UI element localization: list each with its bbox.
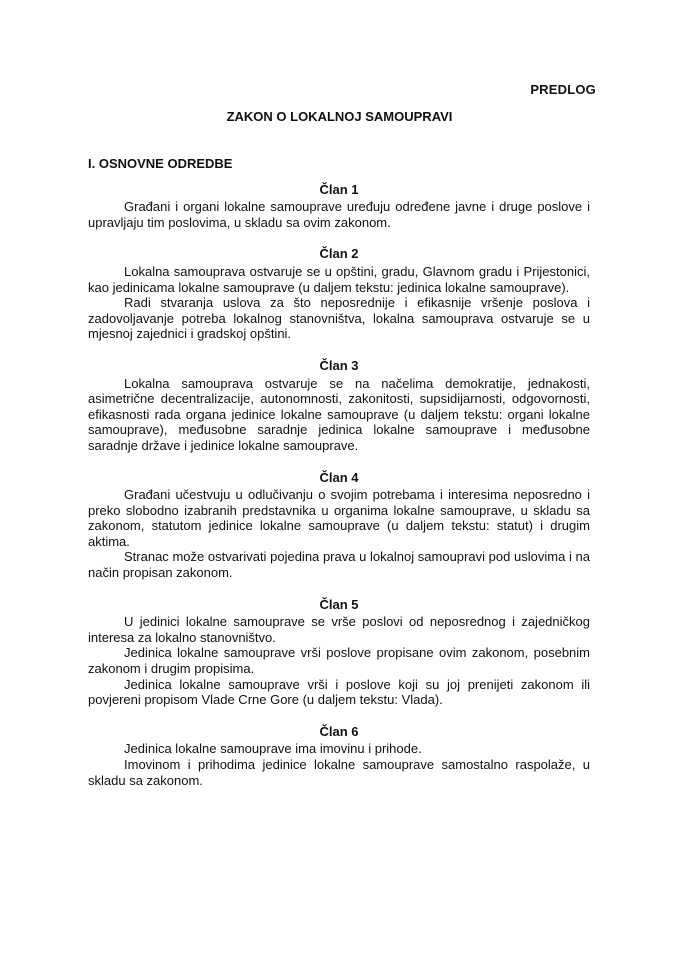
article-paragraph: Stranac može ostvarivati pojedina prava u lokalnoj samoupravi pod uslovima i na način propisan zakonom. xyxy=(88,549,590,581)
article-5 xyxy=(88,597,590,708)
article-paragraph: Građani i organi lokalne samouprave uređuju određene javne i druge poslove i upravljaju tim poslovima, u skladu sa ovim zakonom. xyxy=(88,199,590,230)
document-label: PREDLOG xyxy=(530,82,596,97)
article-paragraph: Radi stvaranja uslova za što neposrednije i efikasnije vršenje poslova i zadovoljavanje potreba lokalnog stanovništva, lokalna samouprava ostvaruje se u mjesnoj zajednici i gradskoj opštini. xyxy=(88,295,590,342)
article-paragraph: Lokalna samouprava ostvaruje se na načelima demokratije, jednakosti, asimetrične decentralizacije, autonomnosti, zakonitosti, supsidijarnosti, odgovornosti, efikasnosti rada organa jedinice lokalne samouprave (u daljem tekstu: organi lokalne samouprave), međusobne saradnje jedinica lokalne samouprave i međusobne saradnje države i jedinice lokalne samouprave. xyxy=(88,375,590,453)
section-heading: I. OSNOVNE ODREDBE xyxy=(88,156,233,171)
article-paragraph: U jedinici lokalne samouprave se vrše poslovi od neposrednog i zajedničkog interesa za lokalno stanovništvo. xyxy=(88,614,590,645)
article-6 xyxy=(88,724,590,788)
article-heading: Član 3 xyxy=(319,357,359,373)
article-2 xyxy=(88,246,590,342)
article-paragraph: Jedinica lokalne samouprave vrši poslove propisane ovim zakonom, posebnim zakonom i drugim propisima. xyxy=(88,645,590,677)
article-heading: Član 2 xyxy=(319,246,359,262)
article-heading: Član 6 xyxy=(319,723,359,739)
article-heading: Član 4 xyxy=(319,469,359,485)
document-body xyxy=(88,156,590,804)
article-1 xyxy=(88,182,590,231)
document-title: ZAKON O LOKALNOJ SAMOUPRAVI xyxy=(226,109,453,124)
article-paragraph: Jedinica lokalne samouprave vrši i poslove koji su joj prenijeti zakonom ili povjereni propisom Vlade Crne Gore (u daljem tekstu: Vlada). xyxy=(88,676,590,708)
article-paragraph: Lokalna samouprava ostvaruje se u opštini, gradu, Glavnom gradu i Prijestonici, kao jedinicama lokalne samouprave (u daljem tekstu: jedinica lokalne samouprave). xyxy=(88,263,590,295)
article-heading: Član 1 xyxy=(319,181,359,197)
article-paragraph: Građani učestvuju u odlučivanju o svojim potrebama i interesima neposredno i preko slobodno izabranih predstavnika u organima lokalne samouprave, u skladu sa zakonom, statutom jedinice lokalne samouprave (u daljem tekstu: statut) i drugim aktima. xyxy=(88,487,590,549)
article-paragraph: Jedinica lokalne samouprave ima imovinu i prihode. xyxy=(124,741,422,757)
article-3 xyxy=(88,358,590,454)
article-4 xyxy=(88,470,590,581)
article-heading: Član 5 xyxy=(319,596,359,612)
article-paragraph: Imovinom i prihodima jedinice lokalne samouprave samostalno raspolaže, u skladu sa zakonom. xyxy=(88,757,590,788)
